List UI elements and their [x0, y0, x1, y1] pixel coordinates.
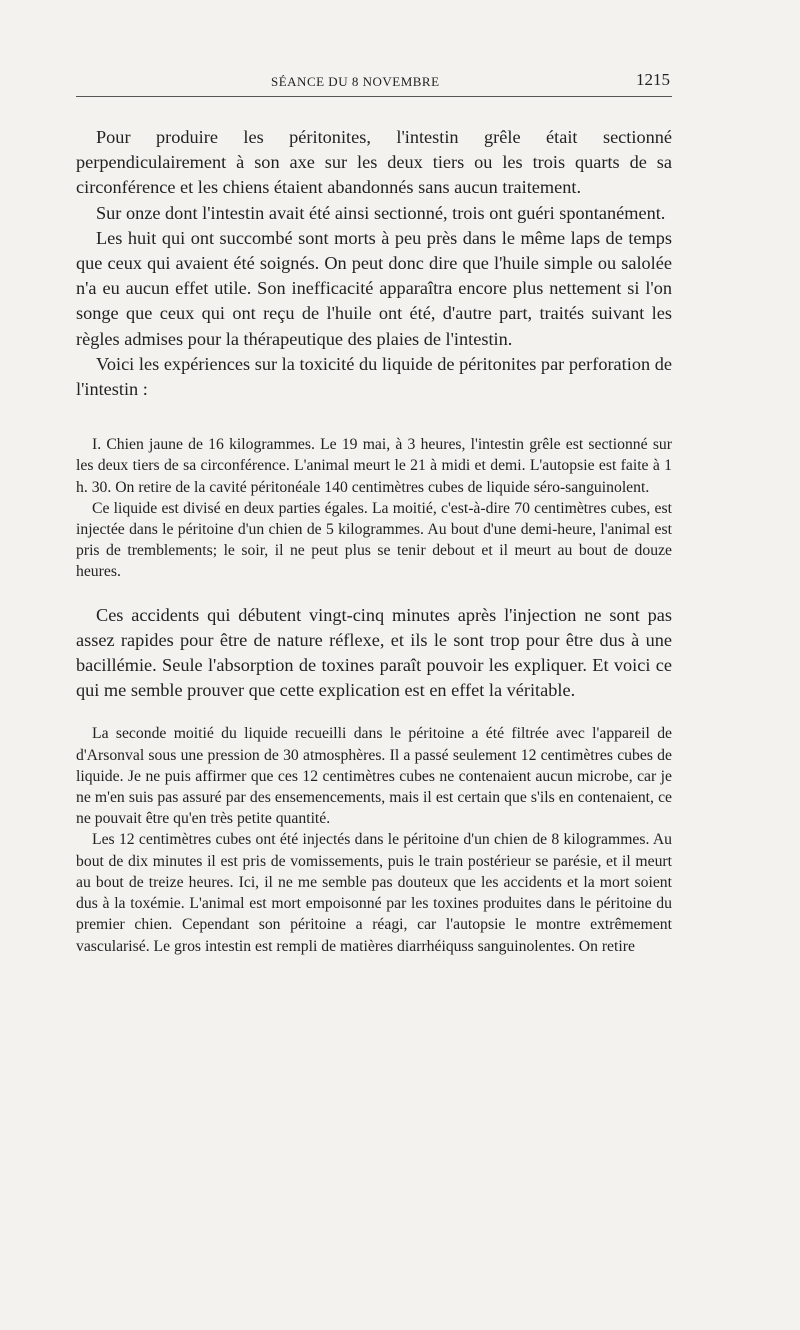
commentary-paragraph: Ces accidents qui débutent vingt-cinq minutes après l'injection ne sont pas assez rapides pour être de nature réflexe, et ils le sont trop pour être dus à une bacillémie. Seule l'absorption de toxines paraît pouvoir les expliquer. Et voici ce qui me semble prouver que cette explication est en effet la véritable. — [76, 604, 672, 701]
filtration-paragraph: La seconde moitié du liquide recueilli dans le péritoine a été filtrée avec l'appareil de d'Arsonval sous une pression de 30 atmosphères. Il a passé seulement 12 centimètres cubes de liquide. Je ne puis affirmer que ces 12 centimètres cubes ne contenaient aucun microbe, car je ne m'en suis pas assuré par des ensemencements, mais il est certain que s'ils en contenaient, ce ne pouvait être qu'en très petite quantité. — [76, 725, 672, 828]
document-page — [76, 64, 672, 957]
experiment-block — [76, 434, 672, 582]
paragraph: Pour produire les péritonites, l'intestin grêle était sectionné perpendiculairement à son axe sur les deux tiers ou les trois quarts de sa circonférence et les chiens étaient abandonnés sans aucun traitement. — [76, 127, 672, 198]
filtration-block — [76, 723, 672, 956]
running-header — [76, 64, 672, 97]
main-text — [76, 125, 672, 402]
page-number: 1215 — [636, 70, 670, 89]
filtration-paragraph: Les 12 centimètres cubes ont été injectés dans le péritoine d'un chien de 8 kilogrammes. Au bout de dix minutes il est pris de vomissements, puis le train postérieur se parésie, et il meurt au bout de treize heures. Ici, il ne me semble pas douteux que les accidents et la mort soient dus à la toxémie. L'animal est mort empoisonné par les toxines produites dans le péritoine du premier chien. Cependant son péritoine a réagi, car l'autopsie le montre extrêmement vascularisé. Le gros intestin est rempli de matières diarrhéiquss sanguinolentes. On retire — [76, 831, 672, 955]
experiment-paragraph: Ce liquide est divisé en deux parties égales. La moitié, c'est-à-dire 70 centimètres cubes, est injectée dans le péritoine d'un chien de 5 kilogrammes. Au bout d'une demi-heure, l'animal est pris de tremblements; le soir, il ne peut plus se tenir debout et il meurt au bout de douze heures. — [76, 499, 672, 581]
paragraph: Voici les expériences sur la toxicité du liquide de péritonites par perforation de l'intestin : — [76, 353, 672, 400]
commentary-block — [76, 603, 672, 704]
paragraph: Les huit qui ont succombé sont morts à peu près dans le même laps de temps que ceux qui avaient été soignés. On peut donc dire que l'huile simple ou salolée n'a eu aucun effet utile. Son inefficacité apparaîtra encore plus nettement si l'on songe que ceux qui ont reçu de l'huile ont été, d'autre part, traités suivant les règles admises pour la thérapeutique des plaies de l'intestin. — [76, 227, 672, 349]
header-title: SÉANCE DU 8 NOVEMBRE — [271, 74, 440, 89]
experiment-paragraph: I. Chien jaune de 16 kilogrammes. Le 19 mai, à 3 heures, l'intestin grêle est sectionné sur les deux tiers de sa circonférence. L'animal meurt le 21 à midi et demi. L'autopsie est faite à 1 h. 30. On retire de la cavité péritonéale 140 centimètres cubes de liquide séro-sanguinolent. — [76, 436, 672, 496]
paragraph: Sur onze dont l'intestin avait été ainsi sectionné, trois ont guéri spontanément. — [96, 202, 666, 223]
